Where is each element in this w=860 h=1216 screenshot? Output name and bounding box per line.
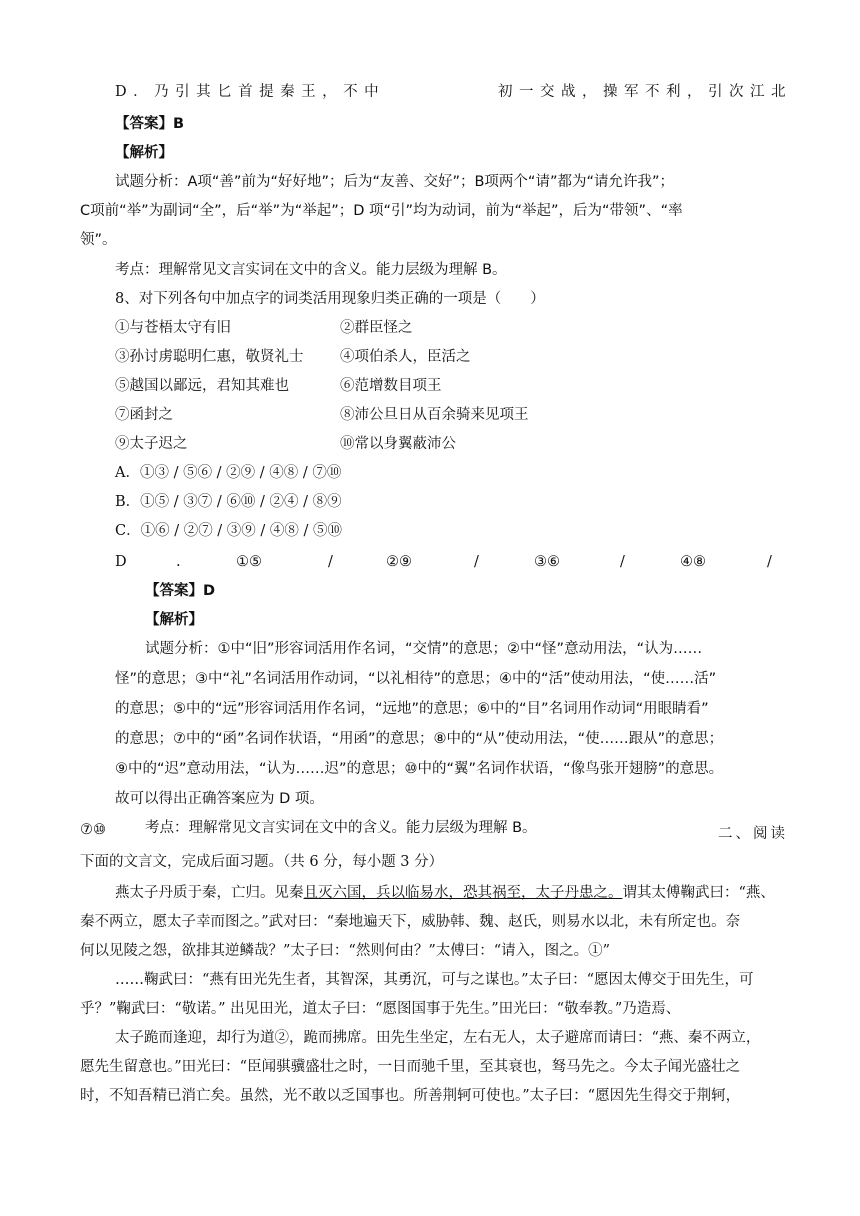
item: ②群臣怪之 xyxy=(340,320,413,336)
option-d-part: / xyxy=(620,554,625,570)
option-c: C．①⑥ / ②⑦ / ③⑨ / ④⑧ / ⑤⑩ xyxy=(115,523,343,539)
option-d-tail: ⑦⑩ xyxy=(80,822,106,838)
option-d-part: D xyxy=(115,554,127,570)
item: ⑩常以身翼蔽沛公 xyxy=(340,436,456,452)
analysis-line: 试题分析：A项“善”前为“好好地”；后为“友善、交好”；B项两个“请”都为“请允许我”； xyxy=(115,174,674,190)
option-d-part: / xyxy=(328,554,333,570)
underlined-sentence: 且灭六国，兵以临易水，恐其祸至，太子丹患之。 xyxy=(303,885,623,901)
passage-text: 燕太子丹质于秦，亡归。见秦 xyxy=(115,885,304,901)
analysis-label: 【解析】 xyxy=(145,612,203,628)
analysis-line: 的意思；⑦中的“函”名词作状语，“用函”的意思；⑧中的“从”使动用法，“使……跟从”的意思； xyxy=(115,731,724,747)
item: ⑦函封之 xyxy=(115,407,173,423)
analysis-line: 试题分析：①中“旧”形容词活用作名词，“交情”的意思；②中“怪”意动用法，“认为…… xyxy=(145,641,703,657)
passage-line xyxy=(115,883,775,903)
passage-text: 谓其太傅鞠武曰：“燕、 xyxy=(622,885,775,901)
item: ③孙讨虏聪明仁惠，敬贤礼士 xyxy=(115,349,304,365)
passage-line: 时，不知吾精已消亡矣。虽然，光不敢以乏国事也。所善荆轲可使也。”太子曰：“愿因先生得交于荆轲， xyxy=(80,1088,741,1104)
item: ⑨太子迟之 xyxy=(115,436,188,452)
kaodian-note: 考点：理解常见文言实词在文中的含义。能力层级为理解 B。 xyxy=(145,820,537,836)
option-d-part: ①⑤ xyxy=(236,554,262,570)
answer-label: 【答案】B xyxy=(115,116,185,132)
option-d-part: / xyxy=(767,554,772,570)
analysis-label: 【解析】 xyxy=(115,145,173,161)
analysis-line: 领”。 xyxy=(80,232,117,248)
question-stem: 8、对下列各句中加点字的词类活用现象归类正确的一项是（ ） xyxy=(115,291,545,307)
passage-line: 乎？”鞠武曰：“敬诺。” 出见田光，道太子曰：“愿图国事于先生。”田光曰：“敬奉教。”乃造焉、 xyxy=(80,1001,681,1017)
option-d-right: 初一交战，操军不利，引次江北 xyxy=(498,84,792,100)
option-d-part: . xyxy=(176,554,181,570)
analysis-line: 怪”的意思；③中“礼”名词活用作动词，“以礼相待”的意思；④中的“活”使动用法，“使……活” xyxy=(115,671,717,687)
item: ⑤越国以鄙远，君知其难也 xyxy=(115,378,289,394)
passage-line: 何以见陵之怨，欲排其逆鳞哉？”太子曰：“然则何由？”太傅曰：“请入，图之。①” xyxy=(80,943,611,959)
option-d-part: ④⑧ xyxy=(680,554,706,570)
item: ④项伯杀人，臣活之 xyxy=(340,349,471,365)
analysis-line: 故可以得出正确答案应为 D 项。 xyxy=(115,791,324,807)
answer-label: 【答案】D xyxy=(145,583,216,599)
item: ⑧沛公旦日从百余骑来见项王 xyxy=(340,407,529,423)
kaodian-note: 考点：理解常见文言实词在文中的含义。能力层级为理解 B。 xyxy=(115,262,507,278)
option-b: B．①⑤ / ③⑦ / ⑥⑩ / ②④ / ⑧⑨ xyxy=(115,494,342,510)
passage-line: 秦不两立，愿太子幸而图之。”武对曰：“秦地遍天下，威胁韩、魏、赵氏，则易水以北，未有所定也。奈 xyxy=(80,914,741,930)
passage-line: 太子跪而逢迎，却行为道②，跪而拂席。田先生坐定，左右无人，太子避席而请曰：“燕、秦不两立， xyxy=(115,1030,761,1046)
passage-line: 愿先生留意也。”田光曰：“臣闻骐骥盛壮之时，一日而驰千里，至其衰也，驽马先之。今太子闻光盛壮之 xyxy=(80,1059,741,1075)
analysis-line: 的意思；⑤中的“远”形容词活用作名词，“远地”的意思；⑥中的“目”名词用作动词“用眼睛看” xyxy=(115,701,709,717)
section-heading: 二、阅读 xyxy=(718,826,788,842)
analysis-line: ⑨中的“迟”意动用法，“认为……迟”的意思；⑩中的“翼”名词作状语，“像鸟张开翅膀”的意思。 xyxy=(115,761,724,777)
passage-line: ……鞠武曰：“燕有田光先生者，其智深，其勇沉，可与之谋也。”太子曰：“愿因太傅交于田先生，可 xyxy=(115,972,754,988)
item: ①与苍梧太守有旧 xyxy=(115,320,231,336)
option-d-left: D．乃引其匕首提秦王，不中 xyxy=(115,84,386,100)
option-d-part: ②⑨ xyxy=(386,554,412,570)
item: ⑥范增数目项王 xyxy=(340,378,442,394)
option-d-part: / xyxy=(474,554,479,570)
analysis-line: C项前“举”为副词“全”，后“举”为“举起”；D 项“引”均为动词，前为“举起”，后为“带领”、“率 xyxy=(80,203,683,219)
section-intro: 下面的文言文，完成后面习题。（共 6 分，每小题 3 分） xyxy=(80,854,444,870)
option-d-part: ③⑥ xyxy=(534,554,560,570)
option-a: A．①③ / ⑤⑥ / ②⑨ / ④⑧ / ⑦⑩ xyxy=(115,465,342,481)
